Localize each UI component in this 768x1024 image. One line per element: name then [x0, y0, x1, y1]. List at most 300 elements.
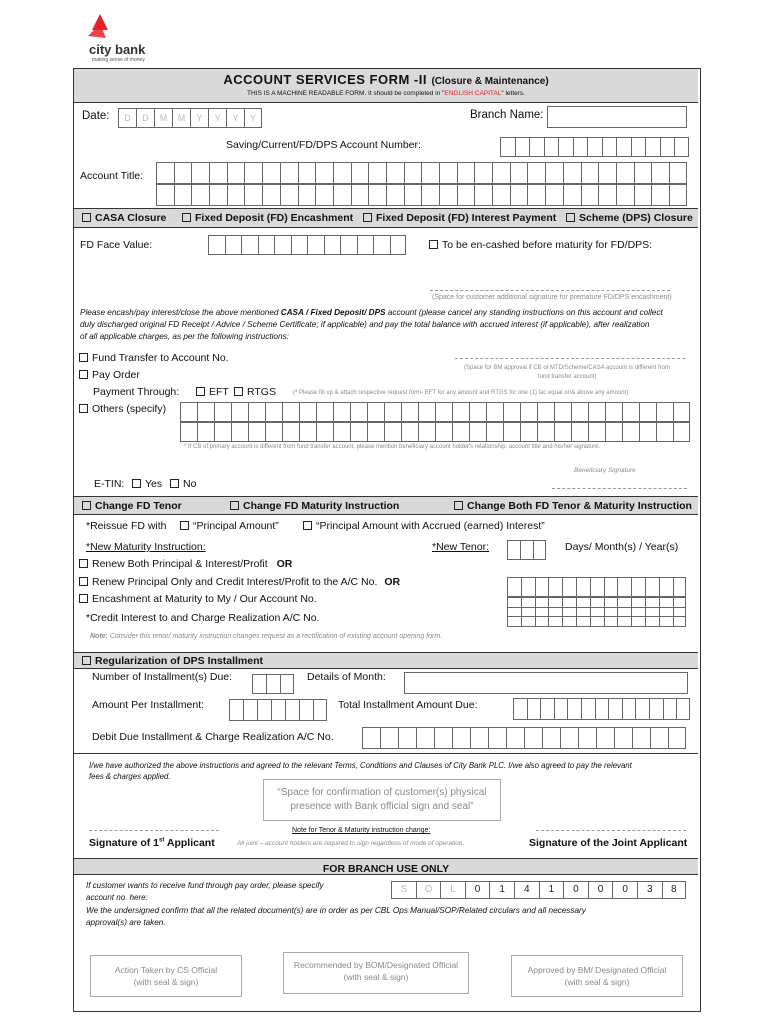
account-number-cell[interactable]: [558, 137, 573, 157]
account-title-cell[interactable]: [545, 184, 563, 206]
account-number-cell[interactable]: [631, 137, 646, 157]
pay-account-cell[interactable]: [622, 402, 639, 422]
etin-no-checkbox[interactable]: [170, 479, 179, 488]
pay-account-cell[interactable]: [333, 402, 350, 422]
sol-cell[interactable]: 0: [612, 881, 637, 899]
etin-yes-checkbox[interactable]: [132, 479, 141, 488]
account-title-cell[interactable]: [351, 162, 369, 184]
total-installment-due-cell[interactable]: [649, 698, 663, 720]
fd-face-value-input[interactable]: [208, 235, 406, 255]
total-installment-due-cell[interactable]: [513, 698, 527, 720]
account-title-input-line1[interactable]: [156, 162, 687, 184]
pay-account-cell[interactable]: [231, 422, 248, 442]
details-of-month-input[interactable]: [404, 672, 688, 694]
account-title-cell[interactable]: [492, 162, 510, 184]
pay-account-cell[interactable]: [197, 422, 214, 442]
rtgs-checkbox[interactable]: [234, 387, 243, 396]
debit-due-account-input[interactable]: [362, 727, 686, 749]
account-title-cell[interactable]: [457, 162, 475, 184]
account-number-cell[interactable]: [660, 137, 675, 157]
total-installment-due-cell[interactable]: [595, 698, 609, 720]
account-title-cell[interactable]: [581, 162, 599, 184]
credit-account-cell[interactable]: [673, 607, 687, 627]
pay-account-cell[interactable]: [265, 422, 282, 442]
account-title-cell[interactable]: [616, 184, 634, 206]
branch-label: Branch Name:: [470, 109, 544, 121]
account-number-cell[interactable]: [500, 137, 515, 157]
account-title-cell[interactable]: [209, 162, 227, 184]
account-number-cell[interactable]: [573, 137, 588, 157]
account-title-cell[interactable]: [298, 162, 316, 184]
account-title-cell[interactable]: [510, 162, 528, 184]
date-cell[interactable]: Y: [208, 108, 226, 128]
debit-due-account-cell[interactable]: [380, 727, 398, 749]
reissue-principal-interest-option[interactable]: “Principal Amount with Accrued (earned) Interest”: [303, 520, 545, 532]
pay-account-cell[interactable]: [605, 422, 622, 442]
account-title-cell[interactable]: [634, 184, 652, 206]
fund-transfer-option[interactable]: Fund Transfer to Account No.: [79, 352, 229, 364]
encash-before-maturity-option[interactable]: To be en-cashed before maturity for FD/DPS:: [429, 239, 652, 251]
scheme-closure-checkbox[interactable]: [566, 213, 575, 222]
debit-due-account-cell[interactable]: [362, 727, 380, 749]
casa-closure-option[interactable]: CASA Closure: [82, 212, 166, 224]
pay-account-cell[interactable]: [639, 422, 656, 442]
fd-face-value-cell[interactable]: [274, 235, 291, 255]
pay-account-cell[interactable]: [503, 402, 520, 422]
date-cell[interactable]: D: [118, 108, 136, 128]
account-title-cell[interactable]: [598, 162, 616, 184]
renew-account-cell[interactable]: [507, 577, 521, 597]
account-title-cell[interactable]: [669, 184, 687, 206]
debit-due-account-cell[interactable]: [470, 727, 488, 749]
pay-account-cell[interactable]: [656, 422, 673, 442]
pay-account-cell[interactable]: [299, 402, 316, 422]
change-fd-maturity-checkbox[interactable]: [230, 501, 239, 510]
pay-account-cell[interactable]: [231, 402, 248, 422]
amount-per-installment-cell[interactable]: [285, 699, 299, 721]
pay-account-cell[interactable]: [248, 422, 265, 442]
renew-account-cell[interactable]: [521, 577, 535, 597]
account-title-cell[interactable]: [651, 184, 669, 206]
pay-account-cell[interactable]: [605, 402, 622, 422]
amount-per-installment-cell[interactable]: [271, 699, 285, 721]
pay-account-cell[interactable]: [384, 422, 401, 442]
account-title-cell[interactable]: [244, 184, 262, 206]
debit-due-account-cell[interactable]: [596, 727, 614, 749]
account-title-cell[interactable]: [351, 184, 369, 206]
renew-principal-checkbox[interactable]: [79, 577, 88, 586]
debit-due-account-cell[interactable]: [632, 727, 650, 749]
pay-account-cell[interactable]: [537, 402, 554, 422]
credit-account-cell[interactable]: [604, 607, 618, 627]
pay-account-cell[interactable]: [639, 402, 656, 422]
pay-order-checkbox[interactable]: [79, 370, 88, 379]
encashment-at-maturity-checkbox[interactable]: [79, 594, 88, 603]
account-number-cell[interactable]: [529, 137, 544, 157]
account-title-cell[interactable]: [262, 184, 280, 206]
pay-account-cell[interactable]: [571, 422, 588, 442]
fd-face-value-cell[interactable]: [307, 235, 324, 255]
credit-account-cell[interactable]: [659, 607, 673, 627]
fund-transfer-checkbox[interactable]: [79, 353, 88, 362]
account-title-cell[interactable]: [315, 162, 333, 184]
fd-encashment-checkbox[interactable]: [182, 213, 191, 222]
pay-account-cell[interactable]: [214, 402, 231, 422]
account-title-cell[interactable]: [421, 162, 439, 184]
account-title-cell[interactable]: [598, 184, 616, 206]
account-title-cell[interactable]: [280, 162, 298, 184]
debit-due-account-cell[interactable]: [614, 727, 632, 749]
change-both-checkbox[interactable]: [454, 501, 463, 510]
dps-regularization-checkbox[interactable]: [82, 656, 91, 665]
pay-account-cell[interactable]: [554, 422, 571, 442]
account-title-cell[interactable]: [386, 162, 404, 184]
account-title-cell[interactable]: [404, 184, 422, 206]
fd-face-value-cell[interactable]: [324, 235, 341, 255]
account-title-cell[interactable]: [191, 184, 209, 206]
pay-order-option[interactable]: Pay Order: [79, 369, 140, 381]
renew-account-cell[interactable]: [604, 577, 618, 597]
account-number-cell[interactable]: [674, 137, 689, 157]
renew-account-cell[interactable]: [576, 577, 590, 597]
account-title-cell[interactable]: [634, 162, 652, 184]
debit-due-account-cell[interactable]: [398, 727, 416, 749]
joint-holders-note: All joint – account holders are required to sign regardless of mode of operation.: [237, 840, 465, 847]
sol-cell[interactable]: 0: [465, 881, 490, 899]
date-cell[interactable]: Y: [190, 108, 208, 128]
account-title-cell[interactable]: [227, 184, 245, 206]
account-title-cell[interactable]: [368, 162, 386, 184]
fd-face-value-cell[interactable]: [258, 235, 275, 255]
account-number-input[interactable]: [500, 137, 689, 157]
encashment-at-maturity-option[interactable]: Encashment at Maturity to My / Our Account No.: [79, 593, 317, 605]
credit-account-cell[interactable]: [576, 607, 590, 627]
account-number-cell[interactable]: [587, 137, 602, 157]
fd-face-value-cell[interactable]: [225, 235, 242, 255]
pay-account-cell[interactable]: [418, 402, 435, 422]
debit-due-account-cell[interactable]: [416, 727, 434, 749]
pay-account-cell[interactable]: [299, 422, 316, 442]
account-title-cell[interactable]: [404, 162, 422, 184]
reissue-principal-interest-checkbox[interactable]: [303, 521, 312, 530]
account-title-cell[interactable]: [527, 184, 545, 206]
eft-option[interactable]: EFT: [196, 386, 229, 398]
pay-account-cell[interactable]: [316, 422, 333, 442]
total-installment-due-cell[interactable]: [554, 698, 568, 720]
account-title-cell[interactable]: [227, 162, 245, 184]
pay-account-cell[interactable]: [401, 402, 418, 422]
renew-both-checkbox[interactable]: [79, 559, 88, 568]
fd-face-value-cell[interactable]: [208, 235, 225, 255]
installments-due-cell[interactable]: [280, 674, 294, 694]
account-title-cell[interactable]: [563, 184, 581, 206]
change-fd-tenor-option[interactable]: Change FD Tenor: [82, 500, 182, 512]
credit-interest-account-input[interactable]: [507, 607, 686, 627]
etin-yes-option[interactable]: Yes: [132, 478, 162, 490]
amount-per-installment-input[interactable]: [229, 699, 327, 721]
date-cell[interactable]: M: [154, 108, 172, 128]
account-title-cell[interactable]: [474, 184, 492, 206]
pay-account-cell[interactable]: [673, 402, 690, 422]
account-title-cell[interactable]: [421, 184, 439, 206]
account-title-cell[interactable]: [156, 184, 174, 206]
account-title-cell[interactable]: [174, 162, 192, 184]
account-title-cell[interactable]: [651, 162, 669, 184]
total-installment-due-cell[interactable]: [663, 698, 677, 720]
account-title-cell[interactable]: [527, 162, 545, 184]
pay-account-cell[interactable]: [384, 402, 401, 422]
total-installment-due-cell[interactable]: [540, 698, 554, 720]
account-title-cell[interactable]: [439, 162, 457, 184]
account-title-cell[interactable]: [333, 162, 351, 184]
renew-both-option[interactable]: Renew Both Principal & Interest/Profit OR: [79, 558, 292, 570]
reissue-principal-checkbox[interactable]: [180, 521, 189, 530]
date-cell[interactable]: M: [172, 108, 190, 128]
pay-account-cell[interactable]: [418, 422, 435, 442]
amount-per-installment-cell[interactable]: [229, 699, 243, 721]
debit-due-account-cell[interactable]: [668, 727, 686, 749]
scheme-closure-option[interactable]: Scheme (DPS) Closure: [566, 212, 693, 224]
debit-due-account-cell[interactable]: [434, 727, 452, 749]
account-number-cell[interactable]: [602, 137, 617, 157]
pay-account-cell[interactable]: [656, 402, 673, 422]
renew-account-cell[interactable]: [645, 577, 659, 597]
pay-account-cell[interactable]: [282, 422, 299, 442]
pay-account-cell[interactable]: [282, 402, 299, 422]
pay-account-cell[interactable]: [350, 402, 367, 422]
account-number-cell[interactable]: [616, 137, 631, 157]
credit-account-cell[interactable]: [562, 607, 576, 627]
account-title-cell[interactable]: [209, 184, 227, 206]
account-title-cell[interactable]: [298, 184, 316, 206]
fd-interest-payment-checkbox[interactable]: [363, 213, 372, 222]
pay-account-cell[interactable]: [248, 402, 265, 422]
fd-face-value-cell[interactable]: [340, 235, 357, 255]
fd-face-value-cell[interactable]: [241, 235, 258, 255]
sol-cell[interactable]: 1: [539, 881, 564, 899]
fd-face-value-cell[interactable]: [390, 235, 407, 255]
etin-no-option[interactable]: No: [170, 478, 196, 490]
sol-cell[interactable]: 0: [563, 881, 588, 899]
date-cell[interactable]: D: [136, 108, 154, 128]
renew-account-cell[interactable]: [659, 577, 673, 597]
account-title-cell[interactable]: [545, 162, 563, 184]
account-title-cell[interactable]: [191, 162, 209, 184]
pay-account-cell[interactable]: [486, 422, 503, 442]
pay-account-input-line2[interactable]: [180, 422, 690, 442]
pay-account-cell[interactable]: [435, 422, 452, 442]
total-installment-due-cell[interactable]: [581, 698, 595, 720]
account-title-cell[interactable]: [174, 184, 192, 206]
credit-account-cell[interactable]: [535, 607, 549, 627]
pay-account-cell[interactable]: [265, 402, 282, 422]
new-tenor-cell[interactable]: [533, 540, 546, 560]
sol-cell[interactable]: 3: [637, 881, 662, 899]
account-title-cell[interactable]: [333, 184, 351, 206]
total-installment-due-cell[interactable]: [635, 698, 649, 720]
change-both-option[interactable]: Change Both FD Tenor & Maturity Instruction: [454, 500, 692, 512]
new-tenor-input[interactable]: [507, 540, 546, 560]
pay-account-cell[interactable]: [469, 422, 486, 442]
pay-account-cell[interactable]: [554, 402, 571, 422]
new-tenor-cell[interactable]: [520, 540, 533, 560]
reissue-principal-option[interactable]: “Principal Amount”: [180, 520, 279, 532]
amount-per-installment-cell[interactable]: [243, 699, 257, 721]
rtgs-option[interactable]: RTGS: [234, 386, 276, 398]
fd-face-value-cell[interactable]: [357, 235, 374, 255]
pay-account-cell[interactable]: [520, 402, 537, 422]
total-installment-due-cell[interactable]: [527, 698, 541, 720]
installments-due-input[interactable]: [252, 674, 294, 694]
pay-account-cell[interactable]: [180, 422, 197, 442]
debit-due-account-cell[interactable]: [488, 727, 506, 749]
account-title-cell[interactable]: [669, 162, 687, 184]
account-title-cell[interactable]: [457, 184, 475, 206]
pay-account-cell[interactable]: [571, 402, 588, 422]
pay-account-input-line1[interactable]: [180, 402, 690, 422]
pay-account-cell[interactable]: [503, 422, 520, 442]
renew-account-cell[interactable]: [590, 577, 604, 597]
account-title-cell[interactable]: [581, 184, 599, 206]
date-input[interactable]: [118, 108, 262, 128]
pay-account-cell[interactable]: [486, 402, 503, 422]
pay-account-cell[interactable]: [622, 422, 639, 442]
credit-account-cell[interactable]: [548, 607, 562, 627]
pay-account-cell[interactable]: [452, 422, 469, 442]
account-title-cell[interactable]: [386, 184, 404, 206]
total-installment-due-input[interactable]: [513, 698, 690, 720]
pay-account-cell[interactable]: [214, 422, 231, 442]
change-fd-maturity-option[interactable]: Change FD Maturity Instruction: [230, 500, 399, 512]
dps-regularization-option[interactable]: Regularization of DPS Installment: [82, 655, 263, 667]
account-number-cell[interactable]: [544, 137, 559, 157]
amount-per-installment-cell[interactable]: [257, 699, 271, 721]
pay-account-cell[interactable]: [367, 402, 384, 422]
amount-per-installment-cell[interactable]: [313, 699, 327, 721]
total-installment-due-cell[interactable]: [622, 698, 636, 720]
change-fd-tenor-checkbox[interactable]: [82, 501, 91, 510]
date-cell[interactable]: Y: [226, 108, 244, 128]
account-number-cell[interactable]: [515, 137, 530, 157]
sol-cell[interactable]: 4: [514, 881, 539, 899]
total-installment-due-cell[interactable]: [676, 698, 690, 720]
renew-account-input-line1[interactable]: [507, 577, 686, 597]
pay-account-cell[interactable]: [537, 422, 554, 442]
casa-closure-checkbox[interactable]: [82, 213, 91, 222]
pay-account-cell[interactable]: [588, 422, 605, 442]
account-number-cell[interactable]: [645, 137, 660, 157]
date-cell[interactable]: Y: [244, 108, 262, 128]
account-title-cell[interactable]: [563, 162, 581, 184]
debit-due-account-cell[interactable]: [560, 727, 578, 749]
account-title-cell[interactable]: [262, 162, 280, 184]
account-title-cell[interactable]: [244, 162, 262, 184]
account-title-cell[interactable]: [510, 184, 528, 206]
renew-account-cell[interactable]: [631, 577, 645, 597]
credit-account-cell[interactable]: [617, 607, 631, 627]
sol-cell[interactable]: L: [440, 881, 465, 899]
encash-before-maturity-checkbox[interactable]: [429, 240, 438, 249]
debit-due-account-cell[interactable]: [452, 727, 470, 749]
debit-due-account-cell[interactable]: [542, 727, 560, 749]
sol-cell[interactable]: 1: [489, 881, 514, 899]
account-title-cell[interactable]: [439, 184, 457, 206]
pay-account-cell[interactable]: [401, 422, 418, 442]
pay-account-cell[interactable]: [435, 402, 452, 422]
pay-account-cell[interactable]: [588, 402, 605, 422]
sol-cell[interactable]: S: [391, 881, 416, 899]
pay-account-cell[interactable]: [469, 402, 486, 422]
debit-due-account-cell[interactable]: [524, 727, 542, 749]
credit-account-cell[interactable]: [645, 607, 659, 627]
pay-account-cell[interactable]: [197, 402, 214, 422]
debit-due-account-cell[interactable]: [578, 727, 596, 749]
credit-account-cell[interactable]: [521, 607, 535, 627]
pay-account-cell[interactable]: [180, 402, 197, 422]
pay-account-cell[interactable]: [333, 422, 350, 442]
form-note: THIS IS A MACHINE READABLE FORM. It should be completed in "ENGLISH CAPITAL" letters.: [247, 90, 525, 97]
renew-account-cell[interactable]: [673, 577, 687, 597]
account-title-cell[interactable]: [492, 184, 510, 206]
fd-face-value-cell[interactable]: [291, 235, 308, 255]
account-title-cell[interactable]: [474, 162, 492, 184]
rtgs-note: (* Please fill up & attach respective request form- EFT for any amount and RTGS for one (1) lac equal or/& above any amount): [293, 390, 629, 396]
others-checkbox[interactable]: [79, 404, 88, 413]
total-installment-due-cell[interactable]: [608, 698, 622, 720]
installments-due-cell[interactable]: [266, 674, 280, 694]
renew-account-cell[interactable]: [617, 577, 631, 597]
sol-cell[interactable]: 0: [588, 881, 613, 899]
sol-account-input[interactable]: [391, 881, 686, 899]
account-title-cell[interactable]: [368, 184, 386, 206]
sol-cell[interactable]: 8: [662, 881, 687, 899]
payment-through-label: Payment Through:: [93, 386, 180, 398]
renew-principal-option[interactable]: Renew Principal Only and Credit Interest/Profit to the A/C No. OR: [79, 576, 400, 588]
fd-interest-payment-option[interactable]: Fixed Deposit (FD) Interest Payment: [363, 212, 556, 224]
debit-due-account-cell[interactable]: [650, 727, 668, 749]
account-title-input-line2[interactable]: [156, 184, 687, 206]
amount-per-installment-cell[interactable]: [299, 699, 313, 721]
installments-due-cell[interactable]: [252, 674, 266, 694]
credit-account-cell[interactable]: [507, 607, 521, 627]
pay-account-cell[interactable]: [673, 422, 690, 442]
credit-account-cell[interactable]: [631, 607, 645, 627]
others-option[interactable]: Others (specify): [79, 403, 166, 415]
pay-account-cell[interactable]: [520, 422, 537, 442]
pay-account-cell[interactable]: [367, 422, 384, 442]
account-title-cell[interactable]: [280, 184, 298, 206]
renew-account-cell[interactable]: [535, 577, 549, 597]
renew-account-cell[interactable]: [548, 577, 562, 597]
eft-checkbox[interactable]: [196, 387, 205, 396]
debit-due-account-cell[interactable]: [506, 727, 524, 749]
pay-account-cell[interactable]: [316, 402, 333, 422]
sol-cell[interactable]: O: [416, 881, 441, 899]
fd-face-value-cell[interactable]: [373, 235, 390, 255]
customer-presence-seal-box: “Space for confirmation of customer(s) physical presence with Bank official sign and seal”: [263, 779, 501, 821]
fd-encashment-option[interactable]: Fixed Deposit (FD) Encashment: [182, 212, 353, 224]
account-title-cell[interactable]: [616, 162, 634, 184]
account-title-cell[interactable]: [315, 184, 333, 206]
credit-account-cell[interactable]: [590, 607, 604, 627]
total-installment-due-cell[interactable]: [567, 698, 581, 720]
renew-account-cell[interactable]: [562, 577, 576, 597]
branch-input[interactable]: [547, 106, 687, 128]
pay-account-cell[interactable]: [452, 402, 469, 422]
account-title-cell[interactable]: [156, 162, 174, 184]
new-tenor-cell[interactable]: [507, 540, 520, 560]
pay-account-cell[interactable]: [350, 422, 367, 442]
